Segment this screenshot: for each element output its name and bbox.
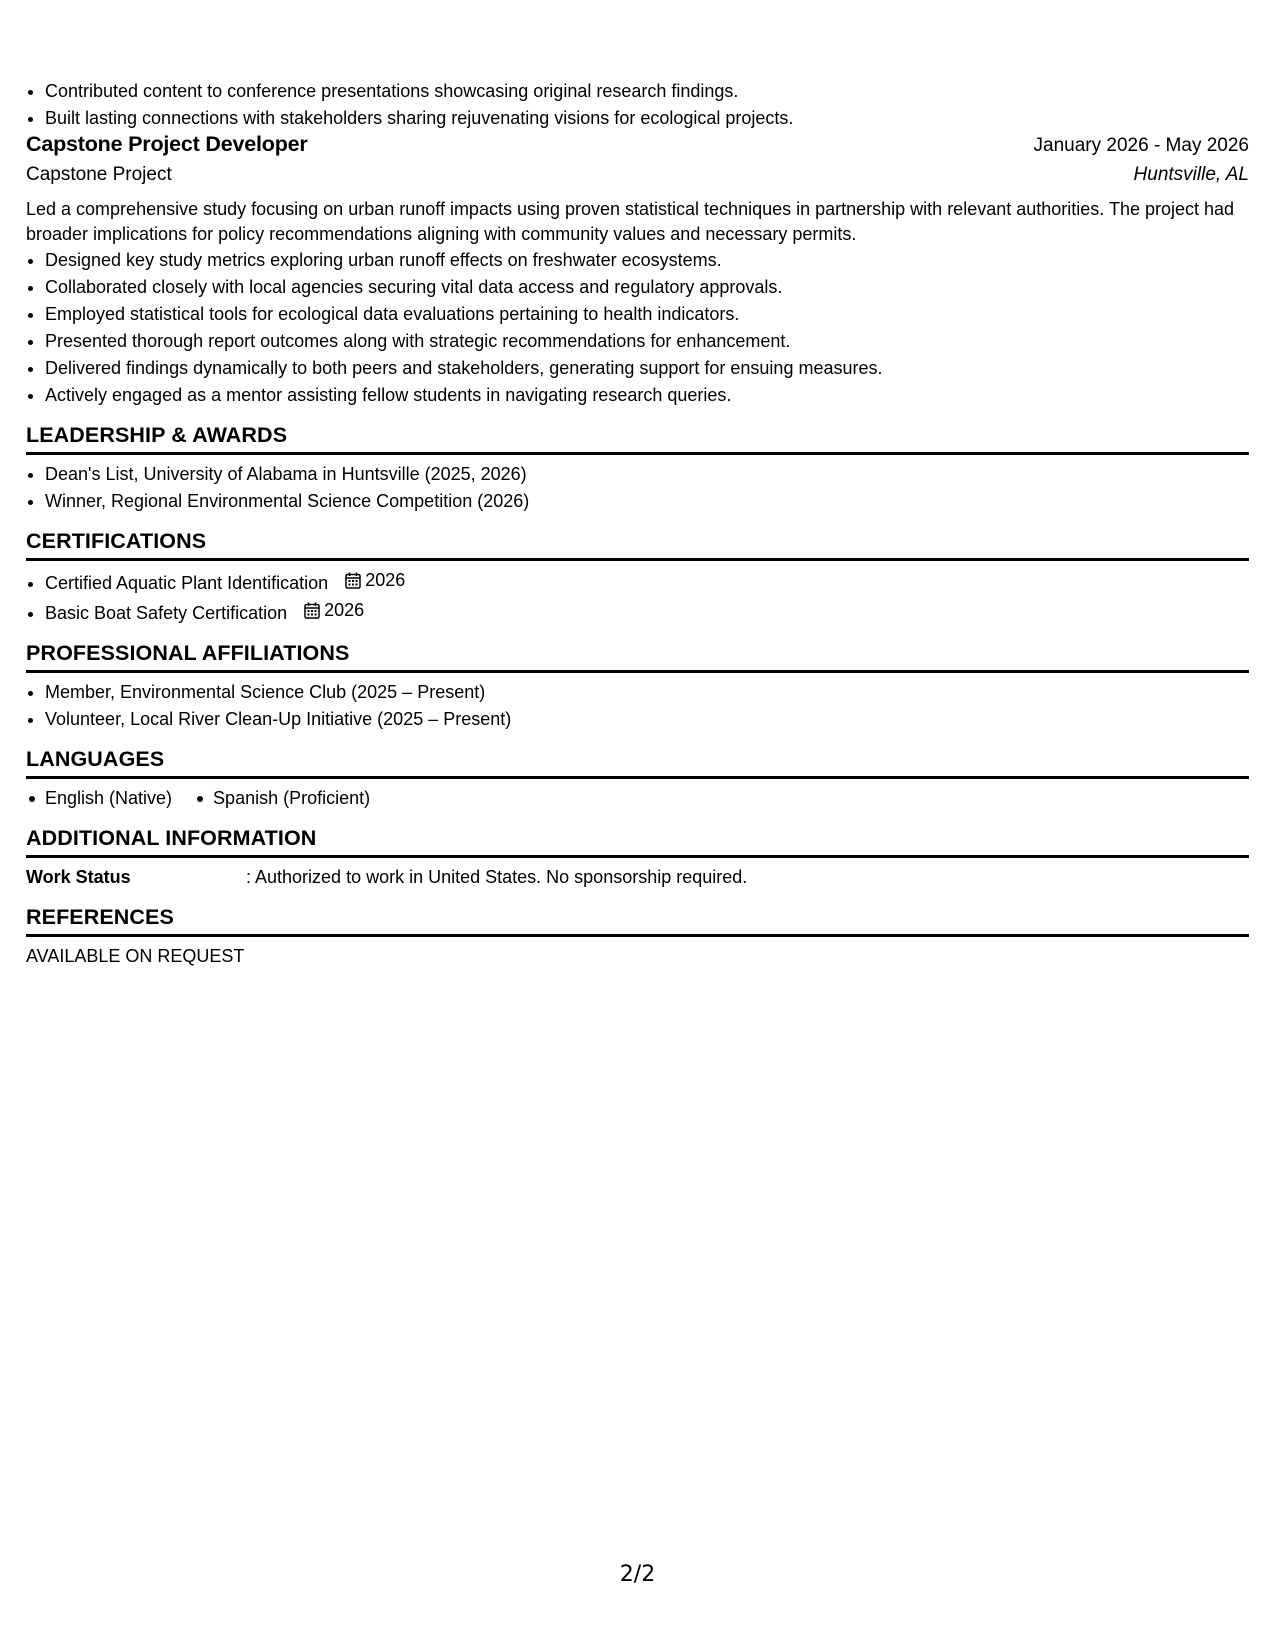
job-subheader	[26, 164, 1249, 197]
list-item: English (Native)	[26, 785, 172, 812]
list-item	[45, 567, 1249, 597]
job-organization: Capstone Project	[26, 164, 172, 185]
calendar-icon	[345, 572, 361, 589]
list-item	[45, 597, 1249, 627]
leadership-list	[26, 461, 1249, 515]
work-status-row	[26, 864, 1249, 891]
certification-year: 2026	[324, 600, 365, 620]
list-item: • Actively engaged as a mentor assisting fellow students in navigating research queries.	[45, 382, 1249, 409]
capstone-job-entry	[26, 132, 1249, 409]
certifications-list	[26, 567, 1249, 627]
section-heading: ADDITIONAL INFORMATION	[26, 826, 1249, 858]
list-item: • Presented thorough report outcomes along with strategic recommendations for enhancement.	[45, 328, 1249, 355]
certification-name: Certified Aquatic Plant Identification	[45, 573, 329, 593]
section-heading: CERTIFICATIONS	[26, 529, 1249, 561]
job-location: Huntsville, AL	[1133, 164, 1249, 185]
section-heading: LANGUAGES	[26, 747, 1249, 779]
previous-role-bullets	[26, 78, 1249, 132]
list-item: • Contributed content to conference presentations showcasing original research findings.	[45, 78, 1249, 105]
certification-year: 2026	[365, 570, 406, 590]
affiliations-list	[26, 679, 1249, 733]
references-section	[26, 905, 1249, 969]
certification-date	[345, 567, 405, 594]
work-status-value: : Authorized to work in United States. No sponsorship required.	[246, 867, 748, 887]
job-description: Led a comprehensive study focusing on urban runoff impacts using proven statistical techniques in partnership with relevant authorities. The project had broader implications for policy recommendations aligning with community values and necessary permits.	[26, 199, 1235, 244]
languages-section	[26, 747, 1249, 812]
list-item: • Winner, Regional Environmental Science Competition (2026)	[45, 488, 1249, 515]
list-item: • Member, Environmental Science Club (2025 – Present)	[45, 679, 1249, 706]
job-header	[26, 132, 1249, 164]
list-item: • Volunteer, Local River Clean-Up Initiative (2025 – Present)	[45, 706, 1249, 733]
job-bullets	[26, 247, 1249, 409]
work-status-label: Work Status	[26, 867, 131, 887]
section-heading: PROFESSIONAL AFFILIATIONS	[26, 641, 1249, 673]
list-item: • Dean's List, University of Alabama in Huntsville (2025, 2026)	[45, 461, 1249, 488]
certification-date	[304, 597, 364, 624]
additional-info-section	[26, 826, 1249, 891]
section-heading: REFERENCES	[26, 905, 1249, 937]
list-item: • Collaborated closely with local agencies securing vital data access and regulatory approvals.	[45, 274, 1249, 301]
certifications-section	[26, 529, 1249, 627]
list-item: • Built lasting connections with stakeholders sharing rejuvenating visions for ecological projects.	[45, 105, 1249, 132]
list-item: • Delivered findings dynamically to both peers and stakeholders, generating support for ensuing measures.	[45, 355, 1249, 382]
languages-list	[26, 785, 1249, 812]
calendar-icon	[304, 602, 320, 619]
section-heading: LEADERSHIP & AWARDS	[26, 423, 1249, 455]
references-text: AVAILABLE ON REQUEST	[26, 946, 245, 966]
list-item: • Designed key study metrics exploring urban runoff effects on freshwater ecosystems.	[45, 247, 1249, 274]
affiliations-section	[26, 641, 1249, 733]
job-dates: January 2026 - May 2026	[1033, 135, 1249, 156]
job-title: Capstone Project Developer	[26, 132, 308, 156]
certification-name: Basic Boat Safety Certification	[45, 603, 288, 623]
list-item: • Employed statistical tools for ecological data evaluations pertaining to health indicators.	[45, 301, 1249, 328]
leadership-section	[26, 423, 1249, 515]
page-number: 2/2	[619, 1562, 656, 1587]
list-item: Spanish (Proficient)	[194, 785, 370, 812]
resume-page-2	[26, 78, 1249, 969]
